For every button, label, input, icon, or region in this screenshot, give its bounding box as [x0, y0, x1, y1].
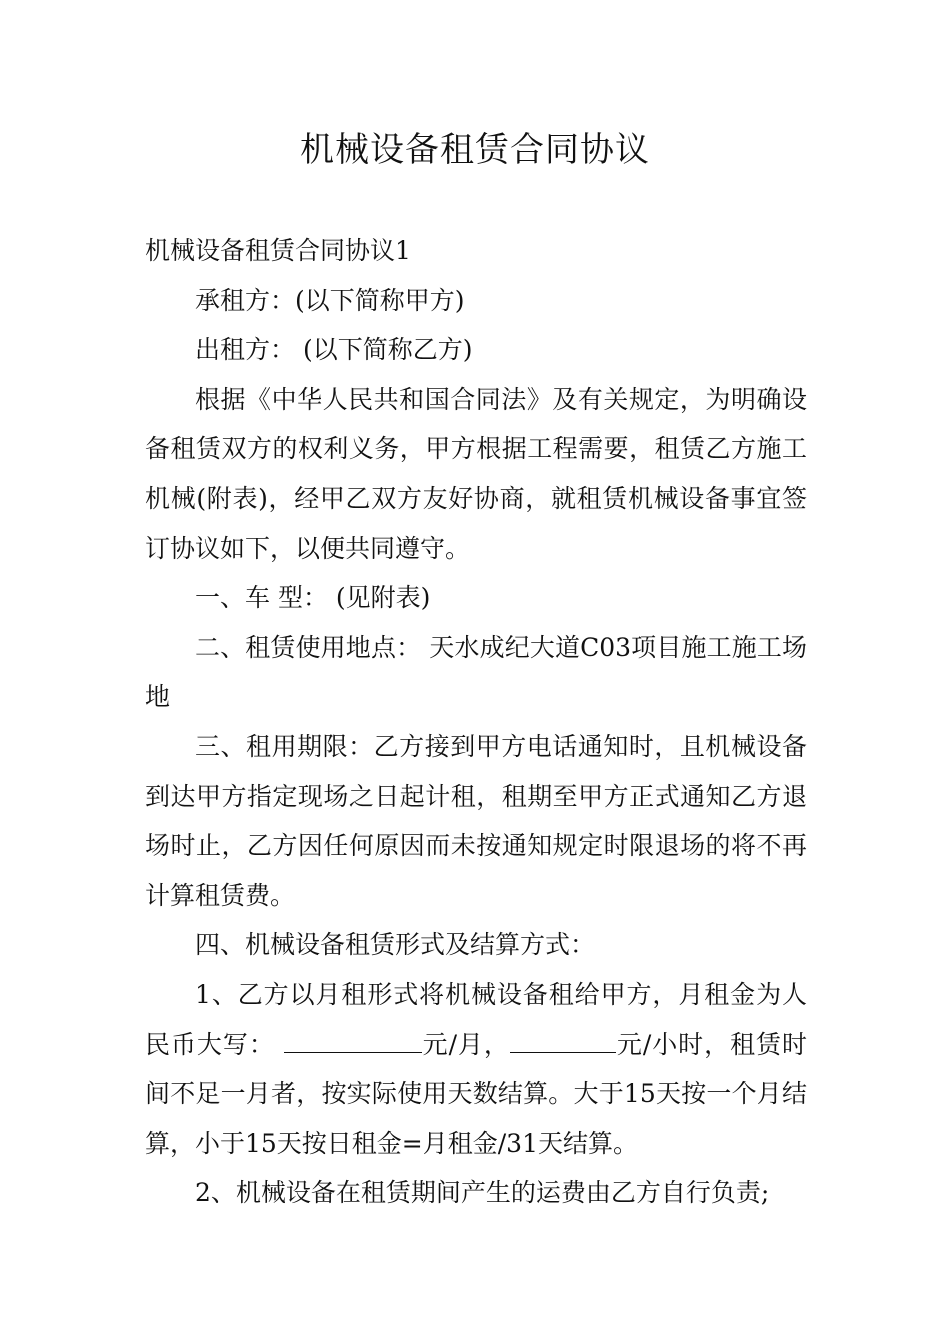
lessee-line: 承租方：(以下简称甲方) — [195, 285, 465, 315]
lessor-line: 出租方： (以下简称乙方) — [195, 335, 473, 365]
intro-paragraph: 根据《中华人民共和国合同法》及有关规定，为明确设备租赁双方的权利义务，甲方根据工程需要，租赁乙方施工机械(附表)，经甲乙双方友好协商，就租赁机械设备事宜签订协议如下，以便共同遵守。 — [145, 384, 807, 563]
section-heading: 机械设备租赁合同协议1 — [145, 236, 411, 265]
monthly-rent-blank — [284, 1025, 422, 1052]
clause-settlement-heading: 四、机械设备租赁形式及结算方式： — [195, 930, 596, 960]
clause-monthly-rent — [145, 970, 807, 1168]
monthly-rent-text-3: 元/小时，租赁时间不足一月者，按实际使用天数结算。大于15天按一个月结算，小于15天按日租金=月租金/31天结算。 — [145, 1029, 807, 1158]
clause-vehicle-type: 一、车 型： (见附表) — [195, 583, 431, 613]
hourly-rent-blank — [510, 1025, 616, 1052]
document-title: 机械设备租赁合同协议 — [300, 130, 650, 170]
clause-freight: 2、机械设备在租赁期间产生的运费由乙方自行负责; — [195, 1178, 770, 1208]
clause-term: 三、租用期限：乙方接到甲方电话通知时，且机械设备到达甲方指定现场之日起计租，租期至甲方正式通知乙方退场时止，乙方因任何原因而未按通知规定时限退场的将不再计算租赁费。 — [145, 731, 807, 910]
clause-location: 二、租赁使用地点： 天水成纪大道C03项目施工施工场地 — [145, 632, 807, 712]
monthly-rent-text-1: 1、乙方以月租形式将机械设备租给甲方，月租金为人民币大写： — [145, 979, 807, 1059]
document-body — [145, 226, 807, 1218]
monthly-rent-text-2: 元/月， — [421, 1029, 510, 1059]
